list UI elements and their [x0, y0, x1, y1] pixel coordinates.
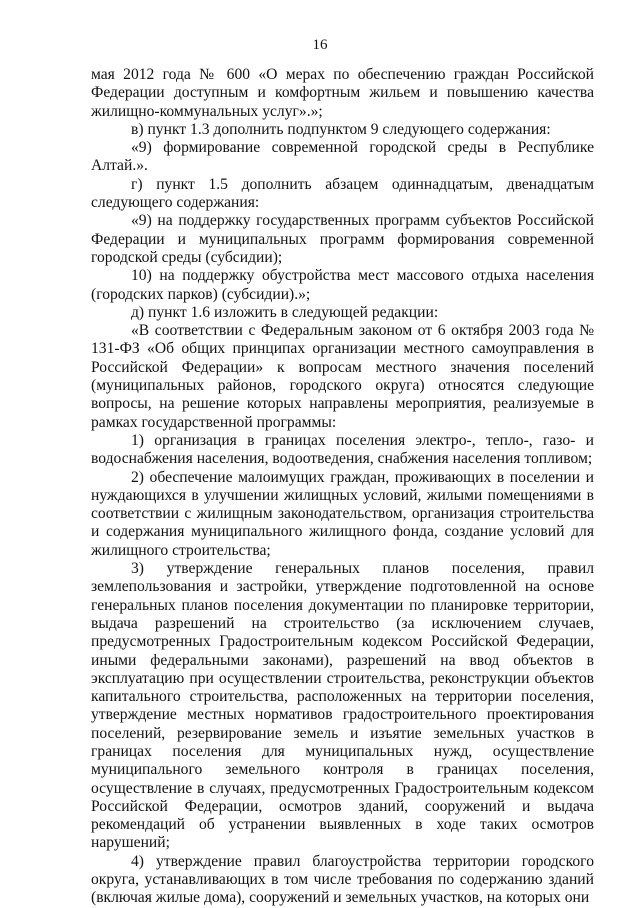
paragraph: 10) на поддержку обустройства мест массового отдыха населения (городских парков) (субсидии).»; — [91, 267, 594, 303]
paragraph: 4) утверждение правил благоустройства территории городского округа, устанавливающих в том числе требования по содержанию зданий (включая жилые дома), сооружений и земельных участков, на которых они — [91, 852, 594, 907]
document-body — [91, 66, 594, 908]
paragraph: 2) обеспечение малоимущих граждан, проживающих в поселении и нуждающихся в улучшении жилищных условий, жилыми помещениями в соответствии с жилищным законодательством, организация строительства и содержания муниципального жилищного фонда, создание условий для жилищного строительства; — [91, 468, 594, 559]
paragraph: «9) на поддержку государственных программ субъектов Российской Федерации и муниципальных программ формирования современной городской среды (субсидии); — [91, 212, 594, 266]
paragraph: д) пункт 1.6 изложить в следующей редакции: — [131, 303, 439, 321]
paragraph: в) пункт 1.3 дополнить подпунктом 9 следующего содержания: — [131, 120, 551, 138]
paragraph: «В соответствии с Федеральным законом от 6 октября 2003 года № 131-ФЗ «Об общих принципах организации местного самоуправления в Российской Федерации» к вопросам местного значения поселений (муниципальных районов, городского округа) относятся следующие вопросы, на решение которых направлены мероприятия, реализуемые в рамках государственной программы: — [91, 322, 594, 431]
paragraph: 3) утверждение генеральных планов поселения, правил землепользования и застройки, утверждение подготовленной на основе генеральных планов поселения документации по планировке территории, выдача разрешений на строительство (за исключением случаев, предусмотренных Градостроительным кодексом Российской Федерации, иными федеральными законами), разрешений на ввод объектов в эксплуатацию при осуществлении строительства, реконструкции объектов капитального строительства, расположенных на территории поселения, утверждение местных нормативов градостроительного проектирования поселений, резервирование земель и изъятие земельных участков в границах поселения для муниципальных нужд, осуществление муниципального земельного контроля в границах поселения, осуществление в случаях, предусмотренных Градостроительным кодексом Российской Федерации, осмотров зданий, сооружений и выдача рекомендаций об устранении выявленных в ходе таких осмотров нарушений; — [91, 560, 594, 852]
paragraph: г) пункт 1.5 дополнить абзацем одиннадцатым, двенадцатым следующего содержания: — [91, 175, 594, 212]
page-number: 16 — [312, 37, 328, 53]
paragraph-continuation: мая 2012 года № 600 «О мерах по обеспечению граждан Российской Федерации доступным и комфортным жильем и повышению качества жилищно-коммунальных услуг».»; — [91, 66, 594, 120]
paragraph: 1) организация в границах поселения электро-, тепло-, газо- и водоснабжения населения, водоотведения, снабжения населения топливом; — [91, 431, 594, 468]
paragraph: «9) формирование современной городской среды в Республике Алтай.». — [91, 139, 594, 175]
